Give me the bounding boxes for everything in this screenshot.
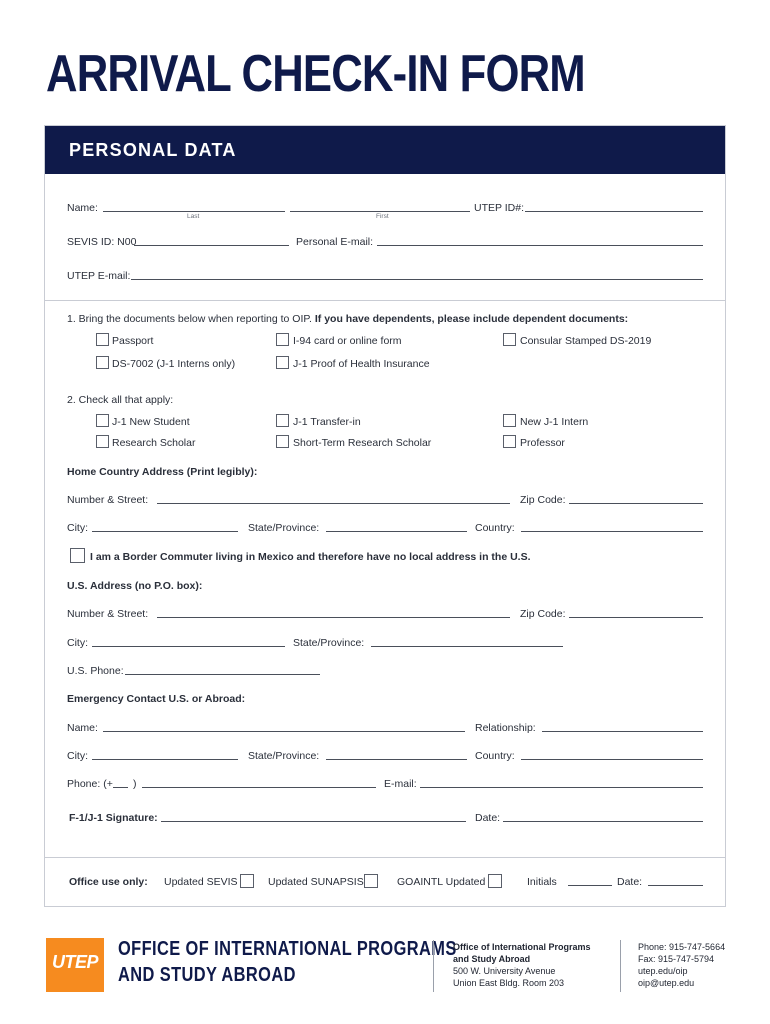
- office-date-field[interactable]: [648, 885, 703, 886]
- updated-sunapsis-label: Updated SUNAPSIS: [268, 876, 364, 888]
- ds2019-checkbox[interactable]: [503, 333, 516, 346]
- office-date-label: Date:: [617, 876, 643, 888]
- footer-org-line2: AND STUDY ABROAD: [118, 964, 296, 986]
- signature-date-label: Date:: [475, 812, 501, 824]
- sevis-label: SEVIS ID: N00: [67, 236, 137, 248]
- us-street-field[interactable]: [157, 617, 510, 618]
- footer-address-title2: and Study Abroad: [453, 954, 531, 964]
- home-state-label: State/Province:: [248, 522, 320, 534]
- form-title: ARRIVAL CHECK-IN FORM: [46, 45, 585, 103]
- research-scholar-label: Research Scholar: [112, 437, 196, 449]
- emergency-phone-label: Phone: (+: [67, 778, 113, 790]
- emergency-email-label: E-mail:: [384, 778, 417, 790]
- home-country-field[interactable]: [521, 531, 703, 532]
- short-term-scholar-label: Short-Term Research Scholar: [293, 437, 432, 449]
- j1-transfer-label: J-1 Transfer-in: [293, 416, 361, 428]
- signature-date-field[interactable]: [503, 821, 703, 822]
- footer-email-link[interactable]: oip@utep.edu: [638, 978, 695, 988]
- ds2019-label: Consular Stamped DS-2019: [520, 335, 652, 347]
- sevis-field[interactable]: [134, 245, 289, 246]
- last-name-field[interactable]: [103, 211, 285, 212]
- updated-sevis-checkbox[interactable]: [240, 874, 254, 888]
- home-zip-field[interactable]: [569, 503, 703, 504]
- emergency-country-label: Country:: [475, 750, 515, 762]
- emergency-name-label: Name:: [67, 722, 98, 734]
- emergency-heading: Emergency Contact U.S. or Abroad:: [67, 693, 246, 705]
- footer-web-link[interactable]: utep.edu/oip: [638, 966, 688, 976]
- i94-label: I-94 card or online form: [293, 335, 402, 347]
- us-address-heading: U.S. Address (no P.O. box):: [67, 580, 203, 592]
- border-commuter-checkbox[interactable]: [70, 548, 85, 563]
- utep-email-field[interactable]: [131, 279, 703, 280]
- office-use-label: Office use only:: [69, 876, 148, 888]
- home-country-label: Country:: [475, 522, 515, 534]
- utep-logo: [46, 938, 104, 992]
- passport-checkbox[interactable]: [96, 333, 109, 346]
- name-label: Name:: [67, 202, 98, 214]
- goaintl-checkbox[interactable]: [488, 874, 502, 888]
- emergency-city-field[interactable]: [92, 759, 238, 760]
- first-hint: First: [376, 213, 389, 220]
- updated-sevis-label: Updated SEVIS: [164, 876, 238, 888]
- signature-field[interactable]: [161, 821, 466, 822]
- utep-id-field[interactable]: [525, 211, 703, 212]
- i94-checkbox[interactable]: [276, 333, 289, 346]
- us-state-field[interactable]: [371, 646, 563, 647]
- country-code-field[interactable]: [113, 787, 128, 788]
- home-address-heading: Home Country Address (Print legibly):: [67, 466, 258, 478]
- documents-intro: [67, 313, 628, 326]
- section-header: [45, 126, 725, 174]
- divider: [44, 857, 726, 858]
- footer-org-line1: OFFICE OF INTERNATIONAL PROGRAMS: [118, 938, 457, 960]
- initials-label: Initials: [527, 876, 557, 888]
- home-state-field[interactable]: [326, 531, 467, 532]
- footer-separator: [620, 940, 621, 992]
- emergency-email-field[interactable]: [420, 787, 703, 788]
- utep-id-label: UTEP ID#:: [474, 202, 524, 214]
- goaintl-label: GOAINTL Updated: [397, 876, 486, 888]
- updated-sunapsis-checkbox[interactable]: [364, 874, 378, 888]
- footer-address-title1: Office of International Programs: [453, 942, 591, 952]
- short-term-scholar-checkbox[interactable]: [276, 435, 289, 448]
- research-scholar-checkbox[interactable]: [96, 435, 109, 448]
- initials-field[interactable]: [568, 885, 612, 886]
- divider: [44, 300, 726, 301]
- professor-checkbox[interactable]: [503, 435, 516, 448]
- new-j1-intern-label: New J-1 Intern: [520, 416, 589, 428]
- utep-email-label: UTEP E-mail:: [67, 270, 131, 282]
- new-j1-intern-checkbox[interactable]: [503, 414, 516, 427]
- relationship-label: Relationship:: [475, 722, 536, 734]
- emergency-phone-field[interactable]: [142, 787, 376, 788]
- emergency-state-label: State/Province:: [248, 750, 320, 762]
- health-insurance-label: J-1 Proof of Health Insurance: [293, 358, 430, 370]
- footer-fax: Fax: 915-747-5794: [638, 954, 715, 964]
- us-phone-field[interactable]: [125, 674, 320, 675]
- us-street-label: Number & Street:: [67, 608, 149, 620]
- home-city-field[interactable]: [92, 531, 238, 532]
- us-zip-label: Zip Code:: [520, 608, 566, 620]
- relationship-field[interactable]: [542, 731, 703, 732]
- documents-intro-text: 1. Bring the documents below when reporting to OIP.: [67, 313, 312, 325]
- emergency-state-field[interactable]: [326, 759, 467, 760]
- signature-label: F-1/J-1 Signature:: [69, 812, 158, 824]
- health-insurance-checkbox[interactable]: [276, 356, 289, 369]
- personal-email-field[interactable]: [377, 245, 703, 246]
- home-street-field[interactable]: [157, 503, 510, 504]
- footer-phone: Phone: 915-747-5664: [638, 942, 726, 952]
- utep-logo-text: UTEP: [51, 952, 98, 972]
- footer-address-line2: Union East Bldg. Room 203: [453, 978, 565, 988]
- passport-label: Passport: [112, 335, 154, 347]
- home-city-label: City:: [67, 522, 88, 534]
- emergency-country-field[interactable]: [521, 759, 703, 760]
- ds7002-checkbox[interactable]: [96, 356, 109, 369]
- emergency-city-label: City:: [67, 750, 88, 762]
- j1-new-student-label: J-1 New Student: [112, 416, 190, 428]
- home-zip-label: Zip Code:: [520, 494, 566, 506]
- border-commuter-label: I am a Border Commuter living in Mexico and therefore have no local address in the U.S.: [90, 551, 531, 563]
- emergency-phone-close: ): [133, 778, 137, 790]
- status-intro: 2. Check all that apply:: [67, 394, 174, 406]
- footer-separator: [433, 940, 434, 992]
- home-street-label: Number & Street:: [67, 494, 149, 506]
- section-header-label: PERSONAL DATA: [69, 140, 237, 160]
- us-state-label: State/Province:: [293, 637, 365, 649]
- us-city-field[interactable]: [92, 646, 285, 647]
- last-hint: Last: [187, 213, 200, 220]
- documents-intro-bold: If you have dependents, please include dependent documents:: [314, 313, 629, 325]
- footer-address-line1: 500 W. University Avenue: [453, 966, 556, 976]
- professor-label: Professor: [520, 437, 565, 449]
- first-name-field[interactable]: [290, 211, 470, 212]
- us-city-label: City:: [67, 637, 88, 649]
- ds7002-label: DS-7002 (J-1 Interns only): [112, 358, 236, 370]
- j1-transfer-checkbox[interactable]: [276, 414, 289, 427]
- us-zip-field[interactable]: [569, 617, 703, 618]
- emergency-name-field[interactable]: [103, 731, 465, 732]
- personal-email-label: Personal E-mail:: [296, 236, 374, 248]
- j1-new-student-checkbox[interactable]: [96, 414, 109, 427]
- us-phone-label: U.S. Phone:: [67, 665, 124, 677]
